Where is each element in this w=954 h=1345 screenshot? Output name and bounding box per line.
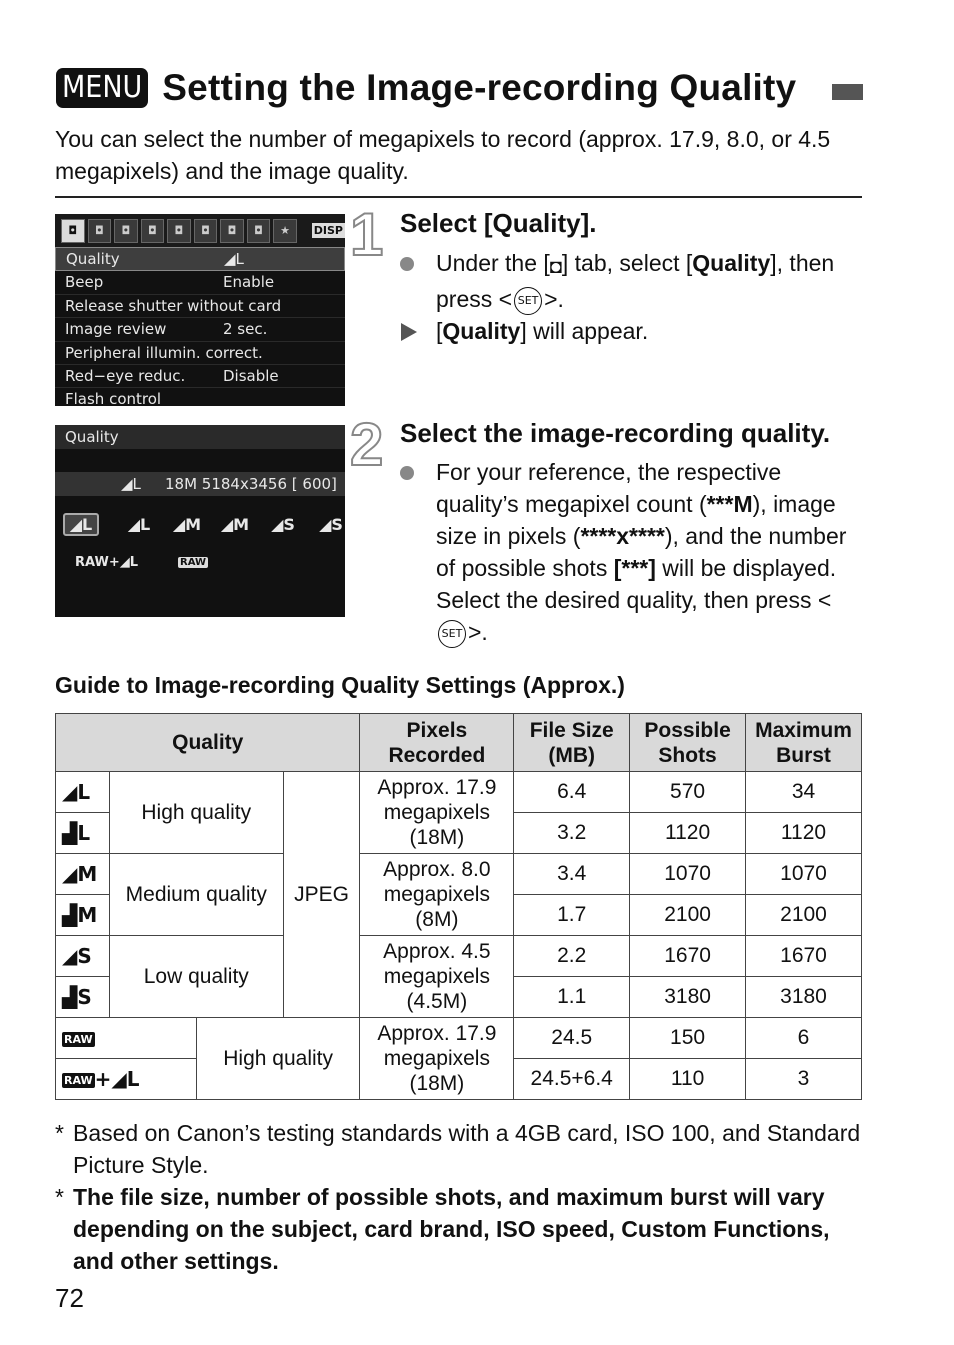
jpeg-label: JPEG [283, 772, 360, 1018]
possible-shots: 1670 [630, 936, 746, 977]
file-size: 24.5+6.4 [514, 1059, 630, 1100]
menu-row-value: ◢L [224, 250, 244, 268]
step-title: Select the image-recording quality. [400, 418, 831, 448]
menu-row-image-review [55, 318, 345, 341]
quality-symbol: ▟L [56, 813, 110, 854]
max-burst: 34 [746, 772, 862, 813]
quality-symbol: ▟M [56, 895, 110, 936]
quality-screen-header: Quality [55, 425, 345, 449]
quality-label: Medium quality [109, 854, 283, 936]
menu-row-label: Image review [65, 320, 167, 339]
text: Quality [692, 250, 771, 276]
quality-option-small-normal: ◢S [319, 514, 343, 534]
menu-row-release-shutter [55, 295, 345, 318]
possible-shots: 570 [630, 772, 746, 813]
quality-symbol: ◢L [56, 772, 110, 813]
tab-icon: ◘ [141, 219, 165, 243]
step-number: 2 [350, 411, 384, 478]
max-burst: 1070 [746, 854, 862, 895]
menu-row-label: Peripheral illumin. correct. [65, 343, 263, 362]
shooting-tab-icon: ◘ [61, 219, 85, 243]
raw-icon: RAW [64, 1033, 93, 1046]
tab-icon: ◘ [114, 219, 138, 243]
max-burst: 3180 [746, 977, 862, 1018]
quality-option-small-fine: ◢S [271, 514, 295, 534]
max-burst: 1670 [746, 936, 862, 977]
text: Quality [442, 318, 521, 344]
menu-row-beep [55, 271, 345, 294]
star-tab-icon: ★ [273, 219, 297, 243]
text: For your reference, the respective quality’s megapixel count ( [436, 459, 782, 517]
bullet-icon [400, 466, 414, 480]
footnote-star: * [55, 1120, 64, 1146]
step1-body [400, 247, 870, 347]
quality-options-jpeg [63, 508, 345, 540]
arrow-icon [401, 323, 417, 341]
menu-row-label: Beep [65, 273, 104, 292]
footnote-star: * [55, 1184, 64, 1210]
step-number: 1 [350, 201, 384, 268]
text: ), and the number of possible shots [436, 523, 847, 581]
page-title: Setting the Image-recording Quality [162, 67, 797, 108]
bullet-icon [400, 257, 414, 271]
raw-symbol-cell [56, 1018, 197, 1059]
text: **** [629, 523, 665, 549]
possible-shots: 150 [630, 1018, 746, 1059]
step-title: Select [Quality]. [400, 208, 597, 238]
tab-icon: ◘ [88, 219, 112, 243]
guide-title: Guide to Image-recording Quality Settings (Approx.) [55, 672, 625, 698]
quality-screen [55, 425, 345, 617]
pixels-recorded: Approx. 8.0 megapixels (8M) [360, 854, 514, 936]
file-size: 1.7 [514, 895, 630, 936]
max-burst: 6 [746, 1018, 862, 1059]
text: ***M [706, 491, 753, 517]
menu-row-value: Disable [223, 366, 279, 385]
text: ] tab, select [ [561, 250, 693, 276]
tab-icon: ◘ [247, 219, 271, 243]
quality-label: Low quality [109, 936, 283, 1018]
menu-row-flash-control [55, 388, 345, 406]
text: [***] [613, 555, 656, 581]
menu-row-red-eye [55, 365, 345, 388]
footnote-text: Based on Canon’s testing standards with a 4GB card, ISO 100, and Standard Picture Style. [73, 1120, 861, 1178]
text: Under the [ [436, 250, 550, 276]
footnote-2 [55, 1181, 865, 1277]
menu-row-quality [55, 247, 345, 271]
quality-option-raw: RAW [180, 556, 207, 568]
menu-screen [55, 214, 345, 406]
text: ] will appear. [520, 318, 649, 344]
quality-option-medium-normal: ◢M [220, 514, 250, 534]
pixels-recorded: Approx. 17.9 megapixels (18M) [360, 1018, 514, 1100]
file-size: 3.2 [514, 813, 630, 854]
text: will be displayed. Select the desired quality, then press < [436, 555, 837, 613]
menu-row-label: Flash control [65, 390, 162, 406]
menu-row-peripheral [55, 342, 345, 365]
camera-tab-icon: ◘ [549, 256, 562, 278]
divider [55, 196, 862, 198]
step1-bullet [400, 247, 870, 315]
file-size: 6.4 [514, 772, 630, 813]
table-row [56, 1018, 862, 1059]
footnote-text: The file size, number of possible shots, and maximum burst will vary depending on the subject, card brand, ISO speed, Custom Functions, and other settings. [73, 1184, 830, 1274]
file-size: 24.5 [514, 1018, 630, 1059]
menu-row-value: Enable [223, 273, 275, 292]
menu-row-value: 2 sec. [223, 320, 268, 339]
header-shots: Possible Shots [630, 714, 746, 772]
intro-text: You can select the number of megapixels to record (approx. 17.9, 8.0, or 4.5 megapixels) and the image quality. [55, 126, 831, 184]
disp-icon: DISP [313, 224, 343, 237]
quality-options-raw [63, 546, 210, 578]
quality-label: High quality [196, 1018, 360, 1100]
page-number: 72 [55, 1283, 84, 1313]
pixels-recorded: Approx. 17.9 megapixels (18M) [360, 772, 514, 854]
max-burst: 2100 [746, 895, 862, 936]
quality-option-large-fine: ◢L [63, 513, 99, 536]
header-pixels: Pixels Recorded [360, 714, 514, 772]
quality-option-medium-fine: ◢M [172, 514, 202, 534]
menu-icon: MENU [56, 68, 148, 108]
tab-strip [55, 214, 345, 247]
menu-row-label: Release shutter without card [65, 296, 282, 315]
max-burst: 3 [746, 1059, 862, 1100]
quality-symbol: ▟S [56, 977, 110, 1018]
possible-shots: 2100 [630, 895, 746, 936]
quality-info-text: 18M 5184x3456 [ 600] [165, 475, 337, 493]
text: ), image size in pixels ( [436, 491, 836, 549]
text: x [616, 523, 630, 549]
tab-icon: ◘ [220, 219, 244, 243]
text: >. [468, 619, 488, 645]
file-size: 2.2 [514, 936, 630, 977]
set-button-icon: SET [438, 620, 466, 648]
footnote-1 [55, 1117, 865, 1181]
text: ], then press < [436, 250, 835, 312]
current-quality-icon: ◢L [121, 475, 141, 493]
quality-label: High quality [109, 772, 283, 854]
header-file-size: File Size (MB) [514, 714, 630, 772]
raw-plus-large-cell [56, 1059, 197, 1100]
file-size: 1.1 [514, 977, 630, 1018]
table-row [56, 936, 862, 977]
step2-bullet [400, 456, 862, 648]
max-burst: 1120 [746, 813, 862, 854]
file-size: 3.4 [514, 854, 630, 895]
step2-body [400, 456, 862, 648]
header-burst: Maximum Burst [746, 714, 862, 772]
table-row [56, 854, 862, 895]
possible-shots: 110 [630, 1059, 746, 1100]
pixels-recorded: Approx. 4.5 megapixels (4.5M) [360, 936, 514, 1018]
header-quality: Quality [56, 714, 360, 772]
tab-icon: ◘ [194, 219, 218, 243]
text: >. [544, 286, 564, 312]
quality-symbol: ◢M [56, 854, 110, 895]
title-bar-decoration [832, 84, 863, 100]
title-row [56, 64, 796, 112]
quality-symbol: ◢S [56, 936, 110, 977]
menu-row-label: Quality [66, 250, 120, 268]
quality-info-bar [55, 472, 345, 496]
large-fine-symbol: +◢L [94, 1067, 140, 1091]
text: [ [436, 318, 443, 344]
step1-result [400, 315, 870, 347]
table-header-row [56, 714, 862, 772]
quality-option-raw-large: RAW+◢L [75, 554, 139, 570]
possible-shots: 1120 [630, 813, 746, 854]
quality-option-large-normal: ◢L [127, 514, 151, 534]
raw-icon: RAW [64, 1074, 93, 1087]
possible-shots: 3180 [630, 977, 746, 1018]
text: **** [580, 523, 617, 549]
table-row [56, 772, 862, 813]
tab-icon: ◘ [167, 219, 191, 243]
quality-table [55, 713, 862, 1100]
possible-shots: 1070 [630, 854, 746, 895]
menu-row-label: Red−eye reduc. [65, 366, 186, 385]
set-button-icon: SET [514, 287, 542, 315]
